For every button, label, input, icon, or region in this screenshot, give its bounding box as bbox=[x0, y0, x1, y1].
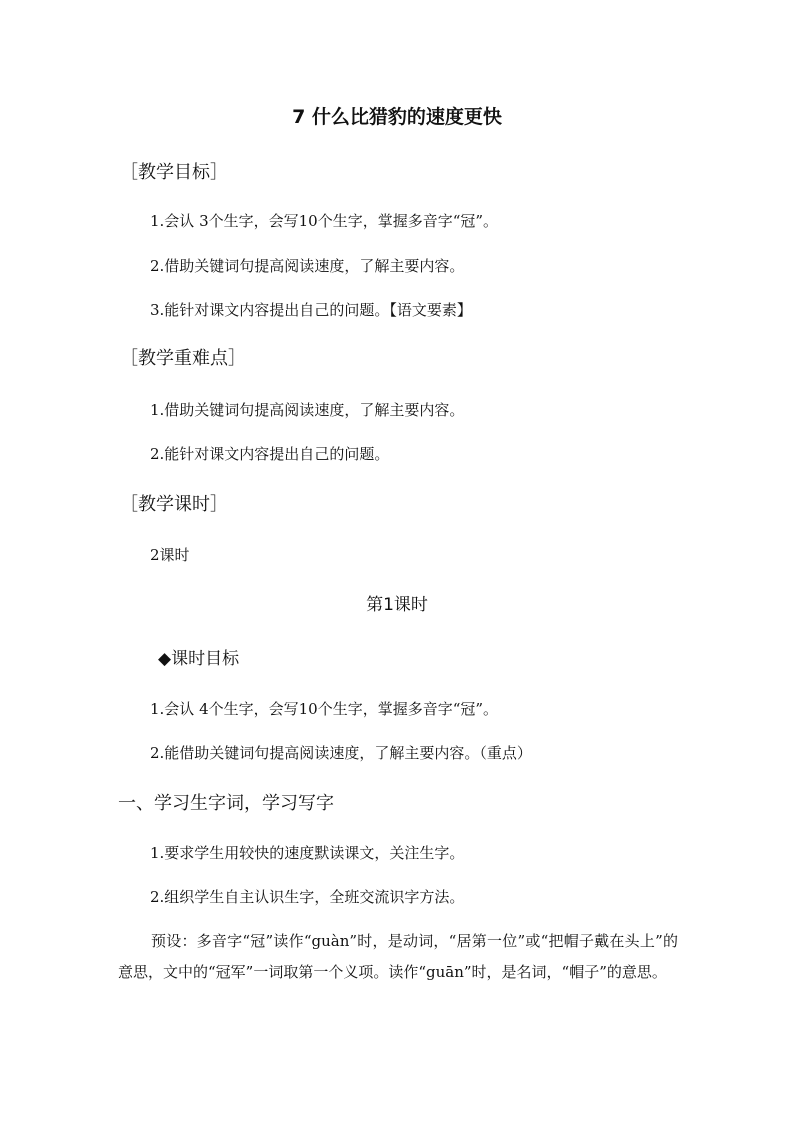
objective-item: 1.会认 3个生字，会写10个生字，掌握多音字“冠”。 bbox=[150, 212, 499, 230]
document-title: 7 什么比猎豹的速度更快 bbox=[292, 106, 502, 128]
section1-item: 2.组织学生自主认识生字，全班交流识字方法。 bbox=[150, 888, 465, 906]
section1-item: 1.要求学生用较快的速度默读课文，关注生字。 bbox=[150, 844, 465, 862]
objective-item: 3.能针对课文内容提出自己的问题。【语文要素】 bbox=[150, 301, 472, 319]
lesson1-goal-item: 2.能借助关键词句提高阅读速度，了解主要内容。（重点） bbox=[150, 744, 532, 762]
section1-note: 预设：多音字“冠”读作“guàn”时，是动词，“居第一位”或“把帽子戴在头上”的意思，文中的“冠军”一词取第一个义项。读作“guān”时，是名词，“帽子”的意思。 bbox=[118, 932, 678, 981]
periods-value: 2课时 bbox=[150, 546, 190, 564]
key-point-item: 1.借助关键词句提高阅读速度，了解主要内容。 bbox=[150, 401, 465, 419]
lesson1-goals-heading: ◆课时目标 bbox=[158, 649, 240, 669]
objectives-heading: ［教学目标］ bbox=[120, 162, 228, 183]
lesson1-goal-item: 1.会认 4个生字，会写10个生字，掌握多音字“冠”。 bbox=[150, 700, 499, 718]
periods-heading: ［教学课时］ bbox=[120, 494, 228, 515]
lesson1-heading: 第1课时 bbox=[366, 595, 428, 615]
objective-item: 2.借助关键词句提高阅读速度，了解主要内容。 bbox=[150, 257, 465, 275]
section1-heading: 一、学习生字词，学习写字 bbox=[118, 793, 334, 814]
key-point-item: 2.能针对课文内容提出自己的问题。 bbox=[150, 445, 390, 463]
key-points-heading: ［教学重难点］ bbox=[120, 348, 246, 369]
